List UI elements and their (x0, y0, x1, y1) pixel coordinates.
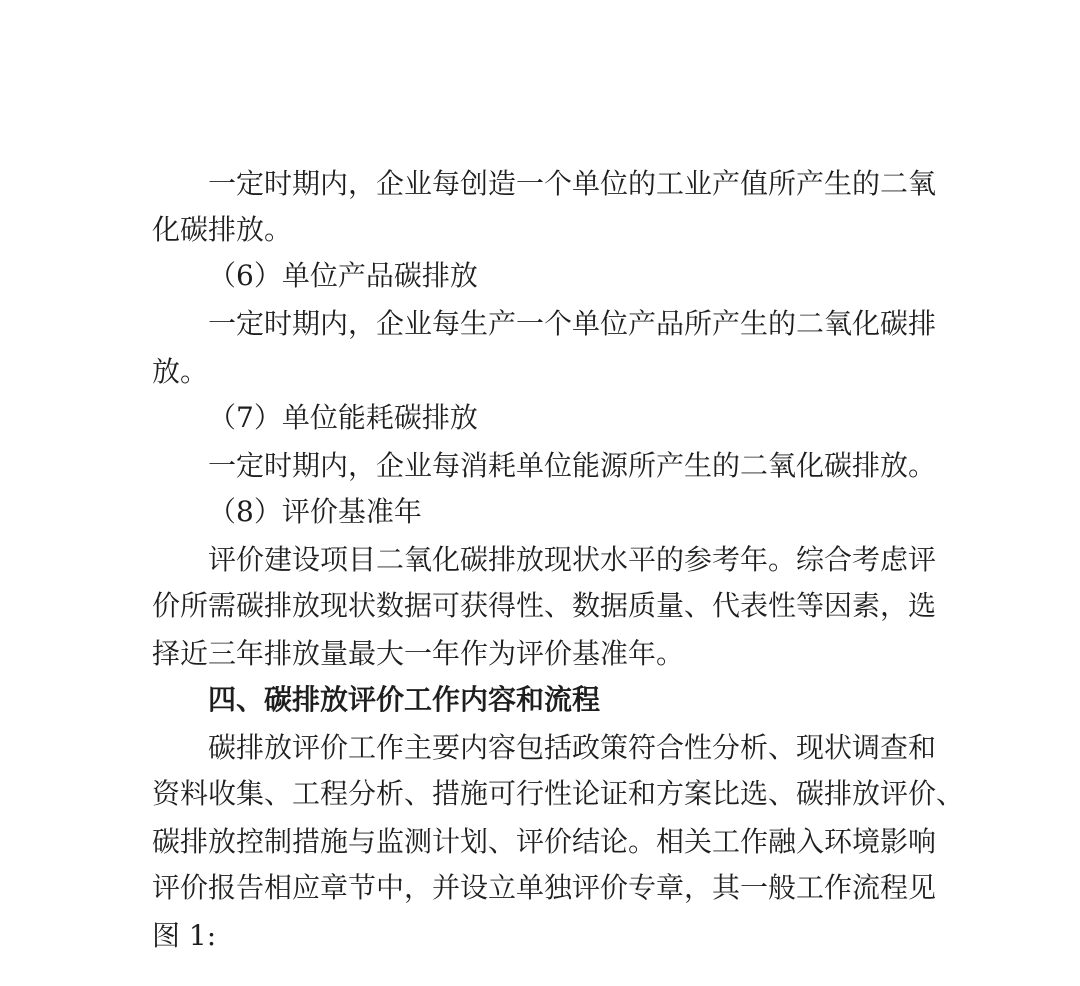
paragraph-line: 一定时期内，企业每消耗单位能源所产生的二氧化碳排放。 (208, 449, 937, 482)
paragraph-line: 放。 (152, 355, 209, 388)
paragraph-line: 图 1: (152, 919, 217, 952)
item-8-title: （8）评价基准年 (208, 495, 422, 528)
item-7-title: （7）单位能耗碳排放 (208, 401, 478, 434)
paragraph-line: 资料收集、工程分析、措施可行性论证和方案比选、碳排放评价、 (152, 777, 965, 810)
section-4-heading: 四、碳排放评价工作内容和流程 (208, 683, 601, 716)
paragraph-line: 评价建设项目二氧化碳排放现状水平的参考年。综合考虑评 (208, 543, 937, 576)
paragraph-line: 化碳排放。 (152, 213, 293, 246)
paragraph-line: 一定时期内，企业每生产一个单位产品所产生的二氧化碳排 (208, 307, 937, 340)
paragraph-line: 择近三年排放量最大一年作为评价基准年。 (152, 637, 685, 670)
paragraph-line: 评价报告相应章节中，并设立单独评价专章，其一般工作流程见 (152, 871, 937, 904)
paragraph-line: 一定时期内，企业每创造一个单位的工业产值所产生的二氧 (208, 167, 937, 200)
paragraph-line: 价所需碳排放现状数据可获得性、数据质量、代表性等因素，选 (152, 589, 937, 622)
item-6-title: （6）单位产品碳排放 (208, 259, 478, 292)
paragraph-line: 碳排放控制措施与监测计划、评价结论。相关工作融入环境影响 (152, 825, 937, 858)
paragraph-line: 碳排放评价工作主要内容包括政策符合性分析、现状调查和 (208, 731, 937, 764)
